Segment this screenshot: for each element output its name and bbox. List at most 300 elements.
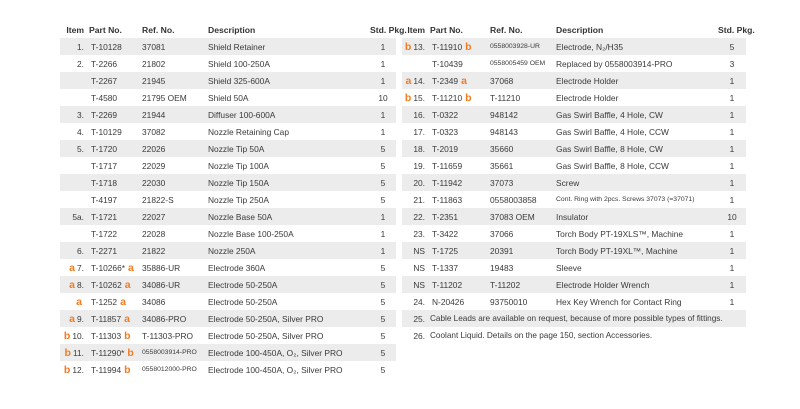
row-description: Nozzle Tip 250A — [208, 194, 269, 205]
row-description: Nozzle Retaining Cap — [208, 126, 290, 137]
row-std-pkg-cell — [370, 174, 396, 191]
row-std-pkg-cell — [370, 140, 396, 157]
header-description: Description — [208, 25, 256, 35]
row-description: Electrode 50-250A — [208, 279, 278, 290]
row-part-no-cell — [89, 276, 142, 293]
parts-table-right-column — [402, 22, 755, 344]
row-std-pkg-cell — [370, 208, 396, 225]
row-ref-no: 21944 — [142, 109, 166, 120]
row-ref-no: 37083 OEM — [490, 211, 535, 222]
row-description-cell — [556, 293, 718, 310]
row-description-cell — [208, 259, 370, 276]
row-item-cell — [402, 157, 430, 174]
row-description-cell — [556, 72, 718, 89]
row-ref-no-cell — [142, 72, 208, 89]
row-ref-no-cell — [490, 140, 556, 157]
row-description-cell — [556, 106, 718, 123]
row-item-cell — [402, 38, 430, 55]
row-item-number: 4. — [77, 126, 84, 137]
row-part-no: T-11303 — [91, 330, 122, 341]
row-ref-no: 0558003914-PRO — [142, 349, 197, 356]
row-description-cell — [208, 327, 370, 344]
row-description-cell — [208, 55, 370, 72]
row-description-cell — [208, 293, 370, 310]
row-std-pkg-cell — [370, 191, 396, 208]
row-part-no-cell — [89, 225, 142, 242]
row-ref-no-cell — [490, 242, 556, 259]
row-part-no: T-0322 — [432, 109, 459, 120]
row-item-cell — [60, 174, 89, 191]
row-item-cell — [402, 140, 430, 157]
row-std-pkg: 1 — [729, 296, 735, 307]
row-ref-no: 35886-UR — [142, 262, 181, 273]
row-std-pkg-cell — [370, 106, 396, 123]
row-item-cell — [402, 242, 430, 259]
row-std-pkg-cell — [718, 208, 746, 225]
header-part-no: Part No. — [430, 25, 463, 35]
row-std-pkg: 10 — [378, 92, 388, 103]
row-description: Electrode Holder — [556, 75, 619, 86]
row-item-cell — [60, 310, 89, 327]
row-ref-no: 21822 — [142, 245, 166, 256]
note-item-number: 26. — [413, 330, 425, 341]
row-description: Shield 100-250A — [208, 58, 270, 69]
row-ref-no: 21795 OEM — [142, 92, 187, 103]
row-ref-no-cell — [490, 106, 556, 123]
row-part-no: T-2267 — [91, 75, 118, 86]
row-std-pkg-cell — [370, 293, 396, 310]
row-part-no-cell — [430, 123, 490, 140]
header-ref-no: Ref. No. — [142, 25, 175, 35]
row-std-pkg: 1 — [380, 228, 386, 239]
row-item-number: 2. — [77, 58, 84, 69]
row-description: Electrode 50-250A — [208, 296, 278, 307]
row-ref-no-cell — [490, 225, 556, 242]
row-item-cell — [60, 89, 89, 106]
row-part-no-cell — [430, 106, 490, 123]
row-std-pkg: 5 — [380, 313, 386, 324]
table-row — [60, 123, 396, 140]
row-std-pkg: 5 — [380, 279, 386, 290]
item-tag-marker: b — [404, 40, 412, 53]
row-std-pkg: 1 — [380, 58, 386, 69]
row-ref-no: 0558003928-UR — [490, 43, 540, 50]
row-item-cell — [60, 259, 89, 276]
row-item-cell — [60, 327, 89, 344]
row-ref-no: 0558003858 — [490, 194, 537, 205]
row-ref-no-cell — [490, 89, 556, 106]
row-std-pkg: 5 — [380, 296, 386, 307]
item-tag-marker: a — [69, 261, 75, 274]
row-ref-no: 22027 — [142, 211, 166, 222]
row-ref-no: 19483 — [490, 262, 514, 273]
row-std-pkg: 5 — [380, 330, 386, 341]
parts-table-left-column — [60, 22, 407, 378]
row-std-pkg-cell — [718, 157, 746, 174]
row-std-pkg: 1 — [380, 41, 386, 52]
row-ref-no-cell — [490, 55, 556, 72]
row-description-cell — [208, 225, 370, 242]
row-part-no-cell — [89, 310, 142, 327]
row-part-no: T-10128 — [91, 41, 122, 52]
row-ref-no-cell — [142, 327, 208, 344]
row-std-pkg: 1 — [729, 262, 735, 273]
note-row — [402, 327, 746, 344]
row-part-no-cell — [430, 140, 490, 157]
row-item-number: NS — [413, 279, 425, 290]
row-item-cell — [60, 157, 89, 174]
row-ref-no-cell — [142, 38, 208, 55]
row-ref-no: 21945 — [142, 75, 166, 86]
row-ref-no-cell — [490, 157, 556, 174]
row-description-cell — [556, 89, 718, 106]
row-ref-no: T-11202 — [490, 279, 521, 290]
row-description: Cont. Ring with 2pcs. Screws 37073 (=37071) — [556, 196, 695, 203]
row-ref-no-cell — [490, 276, 556, 293]
table-row — [402, 106, 746, 123]
row-part-no: T-11857 — [91, 313, 122, 324]
row-std-pkg-cell — [718, 191, 746, 208]
row-ref-no: 0558012000-PRO — [142, 366, 197, 373]
row-ref-no-cell — [490, 191, 556, 208]
row-description-cell — [208, 89, 370, 106]
row-description: Nozzle Tip 100A — [208, 160, 269, 171]
row-std-pkg-cell — [718, 106, 746, 123]
row-ref-no: T-11303-PRO — [142, 330, 194, 341]
table-row — [402, 55, 746, 72]
row-std-pkg: 5 — [380, 262, 386, 273]
row-std-pkg-cell — [370, 344, 396, 361]
row-ref-no-cell — [142, 361, 208, 378]
row-ref-no-cell — [142, 344, 208, 361]
row-part-no: T-1725 — [432, 245, 459, 256]
row-std-pkg-cell — [718, 293, 746, 310]
row-std-pkg-cell — [718, 174, 746, 191]
row-ref-no: 22026 — [142, 143, 166, 154]
row-description: Electrode, N₂/H35 — [556, 41, 624, 52]
row-part-no: T-1718 — [91, 177, 118, 188]
row-part-no: T-10439 — [432, 58, 463, 69]
row-item-cell — [60, 293, 89, 310]
row-ref-no-cell — [490, 259, 556, 276]
row-std-pkg: 5 — [380, 194, 386, 205]
row-part-no-cell — [89, 123, 142, 140]
row-description-cell — [556, 225, 718, 242]
row-part-no: T-1337 — [432, 262, 459, 273]
row-item-cell — [402, 191, 430, 208]
row-ref-no-cell — [142, 208, 208, 225]
row-ref-no: 34086-UR — [142, 279, 181, 290]
row-description-cell — [208, 310, 370, 327]
row-description: Nozzle 250A — [208, 245, 256, 256]
item-tag-marker: b — [64, 346, 71, 359]
row-ref-no: 948143 — [490, 126, 518, 137]
table-row — [60, 89, 396, 106]
row-ref-no: 0558005459 OEM — [490, 60, 546, 67]
table-row — [60, 327, 396, 344]
row-item-cell — [402, 276, 430, 293]
row-std-pkg: 1 — [729, 160, 735, 171]
row-ref-no: 21822-S — [142, 194, 174, 205]
row-std-pkg-cell — [718, 72, 746, 89]
part-tag-marker: b — [465, 40, 472, 53]
row-description-cell — [556, 259, 718, 276]
table-row — [60, 276, 396, 293]
row-std-pkg-cell — [370, 89, 396, 106]
row-item-number: 1. — [77, 41, 84, 52]
row-item-cell — [402, 208, 430, 225]
row-part-no-cell — [89, 55, 142, 72]
row-part-no-cell — [430, 157, 490, 174]
row-part-no-cell — [89, 259, 142, 276]
table-row — [402, 293, 746, 310]
row-description: Nozzle Base 100-250A — [208, 228, 294, 239]
row-item-number: 12. — [72, 364, 84, 375]
row-part-no: T-11210 — [432, 92, 463, 103]
row-ref-no-cell — [142, 89, 208, 106]
row-std-pkg: 5 — [380, 143, 386, 154]
row-item-number: 24. — [413, 296, 425, 307]
row-item-number: 20. — [413, 177, 425, 188]
note-text-cell — [430, 327, 746, 344]
row-part-no: T-2266 — [91, 58, 118, 69]
row-part-no-cell — [430, 242, 490, 259]
parts-table-right-body — [402, 38, 746, 344]
row-part-no: T-2019 — [432, 143, 459, 154]
item-tag-marker: a — [69, 278, 75, 291]
row-description: Electrode 100-450A, O₂, Silver PRO — [208, 347, 343, 358]
row-description: Gas Swirl Baffle, 8 Hole, CW — [556, 143, 663, 154]
row-part-no: T-1721 — [91, 211, 118, 222]
part-tag-marker: b — [465, 91, 472, 104]
row-std-pkg-cell — [370, 310, 396, 327]
row-part-no: T-11910 — [432, 41, 463, 52]
row-std-pkg-cell — [718, 55, 746, 72]
row-description-cell — [208, 208, 370, 225]
row-part-no-cell — [89, 174, 142, 191]
row-part-no: T-10266* — [91, 262, 125, 273]
table-row — [402, 242, 746, 259]
row-item-cell — [60, 344, 89, 361]
row-ref-no-cell — [142, 259, 208, 276]
row-description: Gas Swirl Baffle, 4 Hole, CCW — [556, 126, 669, 137]
row-std-pkg: 1 — [380, 126, 386, 137]
row-part-no-cell — [430, 89, 490, 106]
row-item-number: 11. — [72, 347, 84, 358]
row-ref-no-cell — [142, 106, 208, 123]
row-ref-no-cell — [142, 191, 208, 208]
row-std-pkg: 1 — [729, 92, 735, 103]
table-row — [60, 38, 396, 55]
row-ref-no: 22028 — [142, 228, 166, 239]
row-description: Sleeve — [556, 262, 582, 273]
row-part-no-cell — [89, 140, 142, 157]
parts-table-left — [60, 22, 407, 378]
row-std-pkg: 3 — [729, 58, 735, 69]
header-std-pkg: Std. Pkg. — [370, 25, 407, 35]
row-ref-no-cell — [142, 276, 208, 293]
row-description: Electrode Holder — [556, 92, 619, 103]
row-item-number: 8. — [77, 279, 84, 290]
row-part-no-cell — [89, 89, 142, 106]
row-ref-no-cell — [490, 123, 556, 140]
row-item-cell — [60, 106, 89, 123]
table-row — [402, 191, 746, 208]
table-header-row — [402, 22, 746, 38]
row-std-pkg: 10 — [727, 211, 737, 222]
row-description-cell — [208, 140, 370, 157]
row-item-number: 15. — [413, 92, 425, 103]
row-description: Nozzle Tip 50A — [208, 143, 265, 154]
row-description-cell — [556, 242, 718, 259]
row-item-cell — [402, 55, 430, 72]
table-row — [60, 361, 396, 378]
row-part-no: T-4197 — [91, 194, 118, 205]
row-std-pkg: 1 — [729, 194, 735, 205]
row-std-pkg-cell — [370, 157, 396, 174]
row-item-number: 21. — [413, 194, 425, 205]
row-std-pkg: 1 — [380, 211, 386, 222]
row-ref-no: 22030 — [142, 177, 166, 188]
note-item-number: 25. — [413, 313, 425, 324]
row-part-no-cell — [89, 38, 142, 55]
row-description: Replaced by 0558003914-PRO — [556, 58, 673, 69]
row-part-no: N-20426 — [432, 296, 465, 307]
row-item-cell — [402, 174, 430, 191]
row-description-cell — [208, 361, 370, 378]
table-row — [60, 225, 396, 242]
table-row — [402, 225, 746, 242]
part-tag-marker: b — [127, 346, 134, 359]
row-item-cell — [402, 293, 430, 310]
row-description: Torch Body PT-19XLS™, Machine — [556, 228, 684, 239]
row-part-no-cell — [430, 208, 490, 225]
row-std-pkg: 1 — [380, 109, 386, 120]
row-ref-no-cell — [142, 174, 208, 191]
row-ref-no-cell — [490, 174, 556, 191]
row-item-cell — [60, 38, 89, 55]
row-description-cell — [556, 38, 718, 55]
header-item: Item — [66, 25, 84, 35]
row-std-pkg-cell — [370, 242, 396, 259]
table-row — [60, 106, 396, 123]
row-description: Shield 325-600A — [208, 75, 270, 86]
row-std-pkg: 1 — [729, 143, 735, 154]
row-ref-no: 948142 — [490, 109, 518, 120]
table-row — [60, 191, 396, 208]
row-description: Electrode 360A — [208, 262, 266, 273]
row-part-no-cell — [430, 259, 490, 276]
row-item-number: 7. — [77, 262, 84, 273]
row-std-pkg: 1 — [729, 126, 735, 137]
row-std-pkg: 5 — [380, 160, 386, 171]
table-row — [60, 140, 396, 157]
row-std-pkg-cell — [370, 276, 396, 293]
row-part-no: T-1720 — [91, 143, 118, 154]
row-std-pkg: 1 — [729, 109, 735, 120]
header-ref-no: Ref. No. — [490, 25, 523, 35]
row-std-pkg-cell — [718, 225, 746, 242]
row-ref-no: 34086 — [142, 296, 166, 307]
part-tag-marker: b — [124, 363, 131, 376]
row-ref-no: 35661 — [490, 160, 514, 171]
row-item-number: 5. — [77, 143, 84, 154]
row-part-no: T-4580 — [91, 92, 118, 103]
row-part-no: T-11994 — [91, 364, 122, 375]
row-std-pkg-cell — [370, 361, 396, 378]
table-row — [60, 157, 396, 174]
table-row — [60, 344, 396, 361]
row-std-pkg: 1 — [380, 75, 386, 86]
row-description: Electrode Holder Wrench — [556, 279, 650, 290]
item-tag-marker: b — [404, 91, 412, 104]
row-description: Nozzle Tip 150A — [208, 177, 269, 188]
row-std-pkg-cell — [718, 259, 746, 276]
part-tag-marker: b — [124, 329, 131, 342]
row-part-no: T-3422 — [432, 228, 459, 239]
part-tag-marker: a — [124, 312, 130, 325]
row-item-cell — [60, 72, 89, 89]
row-description-cell — [556, 208, 718, 225]
row-part-no-cell — [430, 191, 490, 208]
row-part-no-cell — [89, 191, 142, 208]
row-part-no-cell — [89, 157, 142, 174]
table-row — [60, 208, 396, 225]
row-item-cell — [60, 191, 89, 208]
row-item-number: 16. — [413, 109, 425, 120]
table-row — [402, 89, 746, 106]
row-item-cell — [402, 259, 430, 276]
row-ref-no: 93750010 — [490, 296, 528, 307]
parts-table-left-body — [60, 38, 396, 378]
row-description-cell — [556, 157, 718, 174]
row-ref-no: 20391 — [490, 245, 514, 256]
row-description-cell — [556, 123, 718, 140]
row-ref-no-cell — [142, 225, 208, 242]
table-row — [402, 174, 746, 191]
row-part-no-cell — [89, 344, 142, 361]
row-part-no: T-2269 — [91, 109, 118, 120]
item-tag-marker: b — [63, 363, 71, 376]
row-std-pkg-cell — [718, 89, 746, 106]
row-description-cell — [208, 72, 370, 89]
row-ref-no: 37081 — [142, 41, 166, 52]
row-part-no: T-1252 — [91, 296, 118, 307]
note-item-cell — [402, 310, 430, 327]
row-ref-no-cell — [490, 72, 556, 89]
row-part-no-cell — [89, 327, 142, 344]
row-description: Shield Retainer — [208, 41, 266, 52]
row-item-cell — [60, 140, 89, 157]
row-description-cell — [556, 174, 718, 191]
row-ref-no-cell — [142, 293, 208, 310]
row-item-cell — [402, 225, 430, 242]
row-part-no: T-1722 — [91, 228, 118, 239]
row-item-number: 6. — [77, 245, 84, 256]
row-std-pkg-cell — [370, 72, 396, 89]
row-std-pkg-cell — [370, 225, 396, 242]
table-row — [60, 72, 396, 89]
row-part-no-cell — [430, 276, 490, 293]
table-header-row — [60, 22, 396, 38]
part-tag-marker: a — [461, 74, 467, 87]
row-std-pkg-cell — [718, 140, 746, 157]
table-row — [402, 157, 746, 174]
row-std-pkg-cell — [370, 259, 396, 276]
table-row — [60, 293, 396, 310]
row-ref-no-cell — [490, 293, 556, 310]
row-item-number: NS — [413, 262, 425, 273]
